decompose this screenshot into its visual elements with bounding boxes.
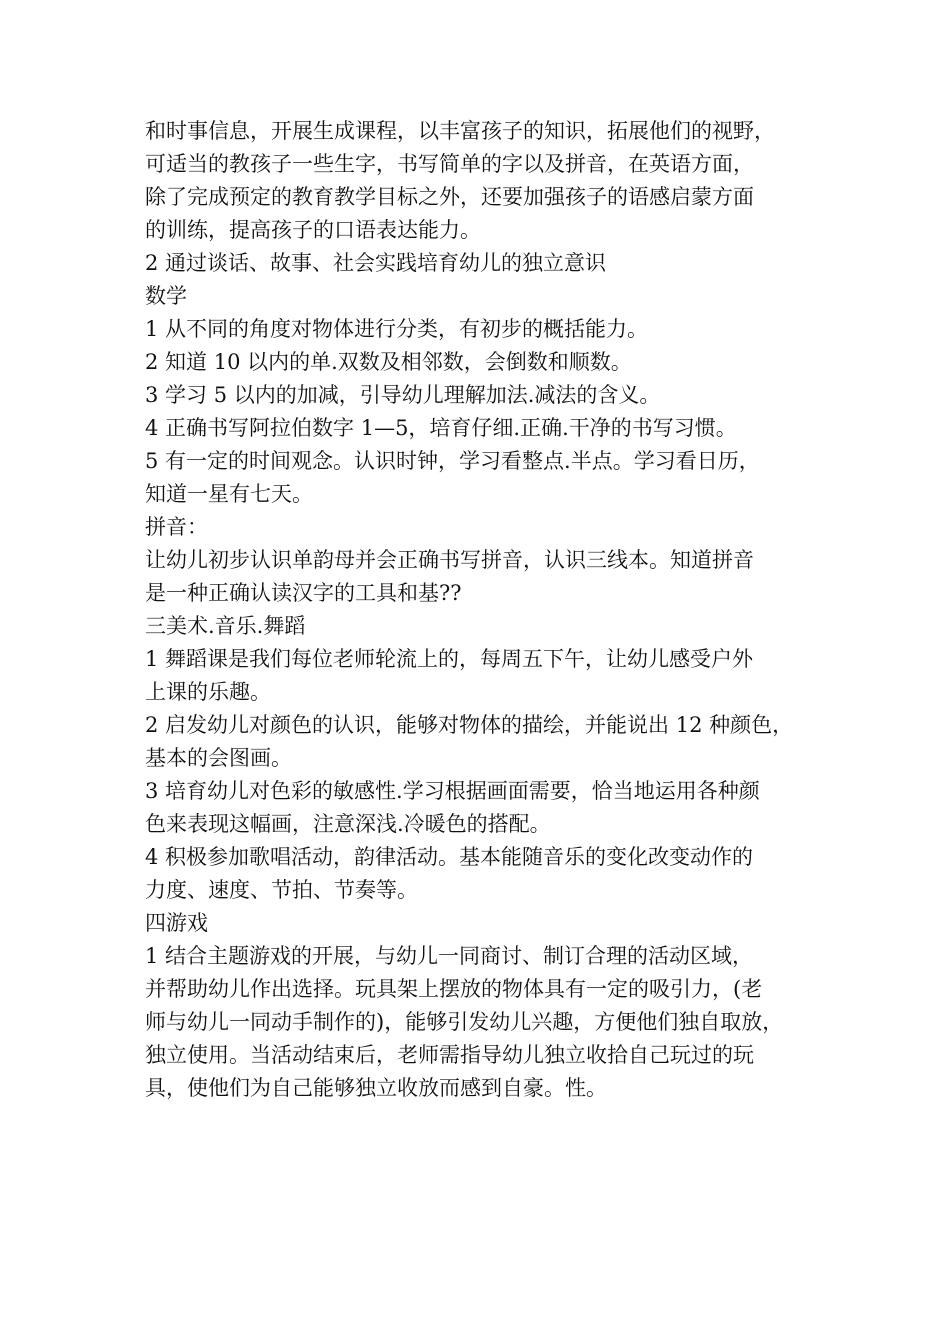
- section-heading-games: 四游戏: [145, 911, 208, 935]
- text-line: 3 学习 5 以内的加减，引导幼儿理解加法.减法的含义。: [145, 383, 661, 407]
- text-line: 师与幼儿一同动手制作的)，能够引发幼儿兴趣，方便他们独自取放，: [145, 1010, 784, 1034]
- text-line: 让幼儿初步认识单韵母并会正确书写拼音，认识三线本。知道拼音: [145, 548, 754, 572]
- text-line: 并帮助幼儿作出选择。玩具架上摆放的物体具有一定的吸引力，(老: [145, 977, 763, 1001]
- document-page: [145, 115, 845, 1105]
- text-line: 4 积极参加歌唱活动，韵律活动。基本能随音乐的变化改变动作的: [145, 845, 754, 869]
- text-line: 5 有一定的时间观念。认识时钟，学习看整点.半点。学习看日历，: [145, 449, 760, 473]
- text-line: 1 从不同的角度对物体进行分类，有初步的概括能力。: [145, 317, 649, 341]
- text-line: 独立使用。当活动结束后，老师需指导幼儿独立收拾自己玩过的玩: [145, 1043, 754, 1067]
- text-line: 是一种正确认读汉字的工具和基??: [145, 581, 462, 605]
- section-heading-pinyin: 拼音：: [145, 515, 208, 539]
- text-line: 基本的会图画。: [145, 746, 292, 770]
- text-line: 上课的乐趣。: [145, 680, 271, 704]
- text-line: 的训练，提高孩子的口语表达能力。: [145, 218, 481, 242]
- text-line: 具，使他们为自己能够独立收放而感到自豪。性。: [145, 1076, 607, 1100]
- text-line: 除了完成预定的教育教学目标之外，还要加强孩子的语感启蒙方面: [145, 185, 754, 209]
- text-line: 可适当的教孩子一些生字，书写简单的字以及拼音，在英语方面，: [145, 152, 754, 176]
- text-line: 和时事信息，开展生成课程，以丰富孩子的知识，拓展他们的视野，: [145, 119, 775, 143]
- section-heading-math: 数学: [145, 284, 187, 308]
- text-line: 力度、速度、节拍、节奏等。: [145, 878, 418, 902]
- text-line: 2 启发幼儿对颜色的认识，能够对物体的描绘，并能说出 12 种颜色，: [145, 713, 794, 737]
- text-line: 1 舞蹈课是我们每位老师轮流上的，每周五下午，让幼儿感受户外: [145, 647, 754, 671]
- section-heading-arts: 三美术.音乐.舞蹈: [145, 614, 306, 638]
- text-line: 知道一星有七天。: [145, 482, 313, 506]
- text-line: 2 通过谈话、故事、社会实践培育幼儿的独立意识: [145, 251, 607, 275]
- text-line: 色来表现这幅画，注意深浅.冷暖色的搭配。: [145, 812, 551, 836]
- text-line: 3 培育幼儿对色彩的敏感性.学习根据画面需要，恰当地运用各种颜: [145, 779, 760, 803]
- text-line: 1 结合主题游戏的开展，与幼儿一同商讨、制订合理的活动区域，: [145, 944, 754, 968]
- text-line: 4 正确书写阿拉伯数字 1—5，培育仔细.正确.干净的书写习惯。: [145, 416, 737, 440]
- text-line: 2 知道 10 以内的单.双数及相邻数，会倒数和顺数。: [145, 350, 632, 374]
